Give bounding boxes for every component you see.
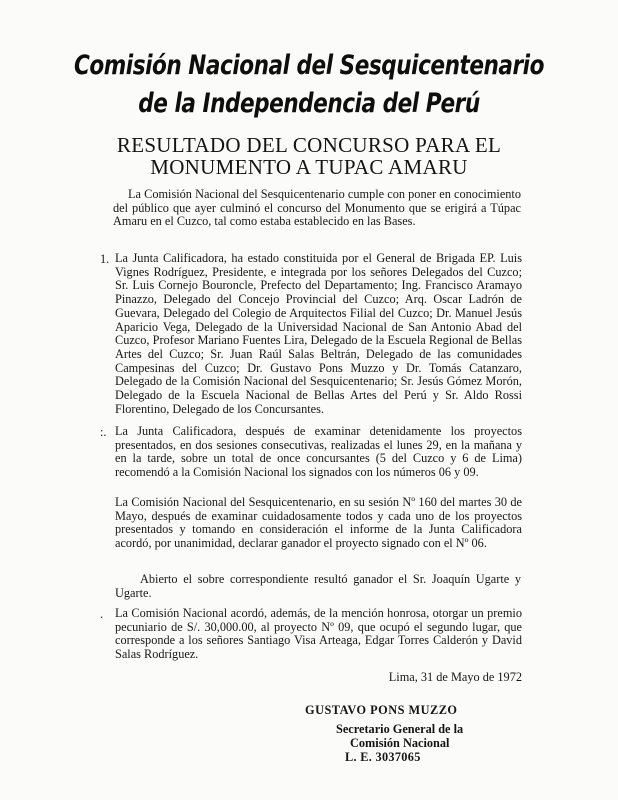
signer-title-line-2: Comisión Nacional — [350, 736, 450, 750]
item-4-number: . — [100, 607, 104, 621]
item-4-text: La Comisión Nacional acordó, además, de la mención honrosa, otorgar un premio pecuniario de S/. 30,000.00, al proyecto Nº 09, que ocupó el segundo lugar, que corresponde a los señores Santiago Visa Arteaga, Edgar Torres Calderón y David Salas Rodríguez. — [115, 606, 522, 662]
item-2-text: La Junta Calificadora, después de examinar detenidamente los proyectos presentados, en dos sesiones consecutivas, realizadas el lunes 29, en la mañana y en la tarde, sobre un total de once concursantes (5 del Cuzco y 6 de Lima) recomendó a la Comisión Nacional los signados con los números 06 y 09. — [115, 424, 522, 480]
place-date: Lima, 31 de Mayo de 1972 — [388, 670, 522, 684]
subtitle-line-2: MONUMENTO A TUPAC AMARU — [150, 155, 468, 179]
item-2-number: :. — [100, 425, 107, 439]
item-3-text: La Comisión Nacional del Sesquicentenario, en su sesión Nº 160 del martes 30 de Mayo, después de examinar cuidadosamente todos y cada uno de los proyectos presentados y tomando en consideración el informe de la Junta Calificadora acordó, por unanimidad, declarar ganador el proyecto signado con el Nº 06. — [115, 495, 522, 551]
signer-title-line-1: Secretario General de la — [336, 722, 464, 736]
subtitle-line-1: RESULTADO DEL CONCURSO PARA EL — [116, 133, 502, 157]
signer-id-number: L. E. 3037065 — [345, 750, 421, 764]
item-1-text: La Junta Calificadora, ha estado constituida por el General de Brigada EP. Luis Vignes Rodríguez, Presidente, e integrada por los señores Delegados del Cuzco; Sr. Luis Cornejo Bouroncle, Prefecto del Departamento; Ing. Francisco Aramayo Pinazzo, Delegado del Concejo Provincial del Cuzco; Arq. Oscar Ladrón de Guevara, Delegado del Colegio de Arquitectos Filial del Cuzco; Dr. Manuel Jesús Aparicio Vega, Delegado de la Universidad Nacional de San Antonio Abad del Cuzco, Profesor Mariano Fuentes Lira, Delegado de la Escuela Regional de Bellas Artes del Cuzco; Sr. Juan Raúl Salas Beltrán, Delegado de las comunidades Campesinas del Cuzco; Dr. Gustavo Pons Muzzo y Dr. Tomás Catanzaro, Delegado de la Comisión Nacional del Sesquicentenario; Sr. Jesús Gómez Morón, Delegado de la Escuela Nacional de Bellas Artes del Perú y Sr. Aldo Rossi Florentino, Delegado de los Concursantes. — [115, 251, 522, 416]
signer-name: GUSTAVO PONS MUZZO — [305, 703, 458, 717]
intro-paragraph: La Comisión Nacional del Sesquicentenario cumple con poner en conocimiento del público que ayer culminó el concurso del Monumento que se erigirá a Túpac Amaru en el Cuzco, tal como estaba establecido en las Bases. — [113, 187, 521, 229]
header-line-1: Comisión Nacional del Sesquicentenario — [74, 50, 544, 81]
winner-paragraph: Abierto el sobre correspondiente resultó ganador el Sr. Joaquín Ugarte y Ugarte. — [115, 572, 521, 600]
item-1-number: 1. — [100, 252, 110, 266]
header-line-2: de la Independencia del Perú — [138, 88, 480, 119]
